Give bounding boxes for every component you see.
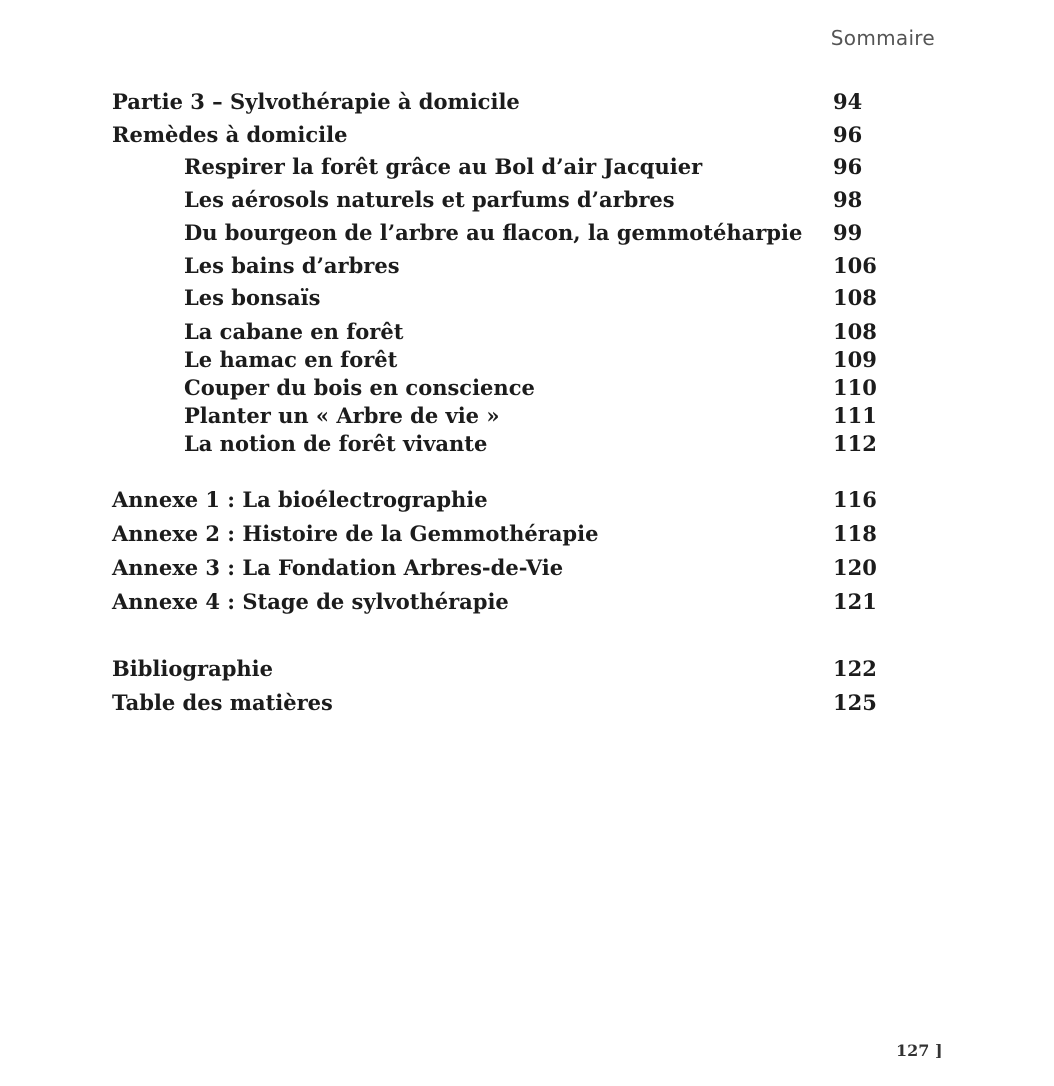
toc-entry-table-des-matieres [112,688,877,718]
toc-entry-title: Du bourgeon de l’arbre au flacon, la gemmotéharpie [184,220,803,245]
toc-entry-page: 122 [833,656,877,681]
toc-entry-page: 121 [833,589,877,614]
toc-entry-bol-air [112,152,872,182]
toc-entry-remedes [112,120,872,150]
toc-entry-part-3 [112,87,872,117]
toc-entry-page: 109 [833,347,877,372]
toc-entry-title: Annexe 4 : Stage de sylvothérapie [112,589,509,614]
toc-entry-title: Table des matières [112,690,333,715]
toc-entry-bourgeon [112,218,872,248]
toc-entry-page: 125 [833,690,877,715]
toc-entry-page: 106 [833,253,877,278]
toc-entry-title: Les aérosols naturels et parfums d’arbres [184,187,675,212]
toc-entry-page: 118 [833,521,877,546]
toc-entry-title: Annexe 1 : La bioélectrographie [112,487,488,512]
toc-entry-title: Couper du bois en conscience [184,375,535,400]
toc-entry-page: 94 [833,89,863,114]
toc-entry-page: 110 [833,375,877,400]
toc-entry-bibliographie [112,654,877,684]
toc-entry-page: 111 [833,403,877,428]
toc-entry-annexe-3 [112,553,877,583]
toc-entry-bains [112,251,877,281]
toc-entry-title: La cabane en forêt [184,319,404,344]
toc-entry-title: Annexe 2 : Histoire de la Gemmothérapie [112,521,599,546]
toc-entry-page: 108 [833,319,877,344]
toc-entry-couper-bois [112,373,877,403]
toc-entry-annexe-4 [112,587,877,617]
toc-entry-page: 116 [833,487,877,512]
toc-entry-title: Bibliographie [112,656,274,681]
toc-entry-arbre-de-vie [112,401,877,431]
toc-entry-title: Planter un « Arbre de vie » [184,403,500,428]
toc-entry-page: 112 [833,431,877,456]
toc-entry-cabane [112,317,877,347]
toc-entry-hamac [112,345,877,375]
toc-entry-page: 96 [833,122,863,147]
toc-entry-foret-vivante [112,429,877,459]
toc-entry-title: Le hamac en forêt [184,347,398,372]
toc-entry-title: La notion de forêt vivante [184,431,488,456]
toc-entry-annexe-2 [112,519,877,549]
toc-entry-page: 120 [833,555,877,580]
page-number: 127 ] [896,1041,943,1060]
toc-entry-aerosols [112,185,872,215]
toc-entry-page: 99 [833,220,863,245]
toc-entry-page: 96 [833,154,863,179]
toc-entry-title: Remèdes à domicile [112,122,348,147]
toc-entry-title: Les bains d’arbres [184,253,400,278]
toc-entry-page: 98 [833,187,863,212]
toc-entry-title: Annexe 3 : La Fondation Arbres-de-Vie [112,555,564,580]
toc-entry-title: Partie 3 – Sylvothérapie à domicile [112,89,520,114]
toc-entry-annexe-1 [112,485,877,515]
toc-entry-title: Les bonsaïs [184,285,321,310]
toc-entry-title: Respirer la forêt grâce au Bol d’air Jacquier [184,154,703,179]
running-head: Sommaire [830,26,935,50]
toc-entry-bonsais [112,283,877,313]
toc-entry-page: 108 [833,285,877,310]
